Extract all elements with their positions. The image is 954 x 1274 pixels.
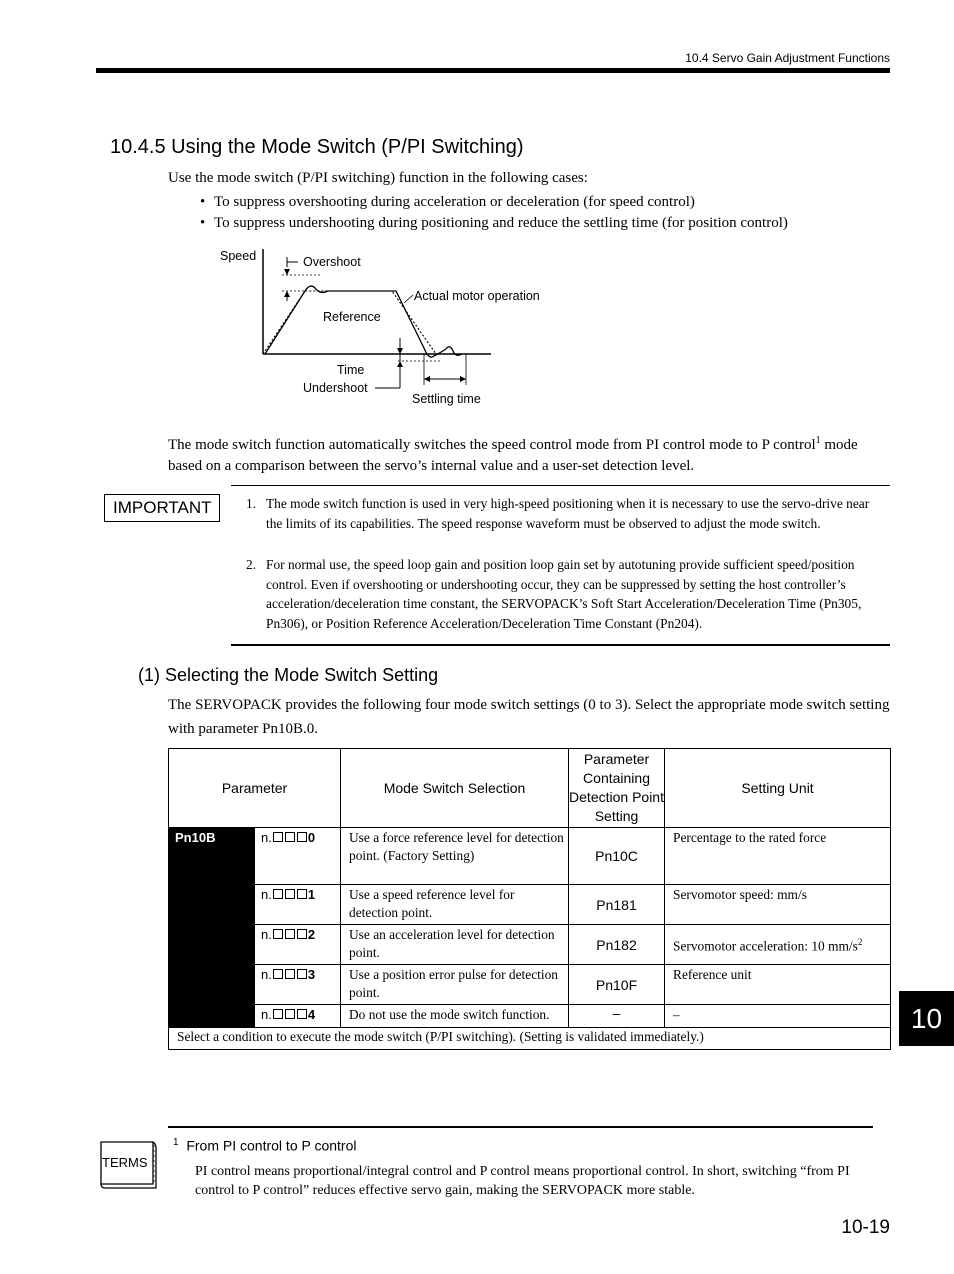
table-header-row — [169, 749, 891, 828]
point-cell: Pn10F — [569, 965, 665, 1005]
table-footer-note: Select a condition to execute the mode switch (P/PI switching). (Setting is validated immediately.) — [169, 1027, 891, 1049]
bullet-text: To suppress undershooting during positioning and reduce the settling time (for position control) — [214, 215, 788, 231]
item-text: The mode switch function is used in very high-speed positioning when it is necessary to use the servo-drive near the limits of its capabilities. The speed response waveform must be observed to adjust the mode switch. — [266, 496, 870, 531]
footnote-ref: 1 — [815, 435, 821, 446]
point-cell: – — [569, 1005, 665, 1028]
code-cell: n. 0 — [255, 828, 341, 885]
speed-waveform-diagram — [210, 243, 560, 413]
point-cell: Pn10C — [569, 828, 665, 885]
intro-text: Use the mode switch (P/PI switching) function in the following cases: — [168, 170, 588, 186]
header-setting-unit: Setting Unit — [665, 749, 891, 828]
section-title: 10.4.5 Using the Mode Switch (P/PI Switching) — [110, 136, 524, 158]
header-rule — [96, 68, 890, 73]
unit-cell: Servomotor speed: mm/s — [665, 885, 891, 925]
code-cell: n. 4 — [255, 1005, 341, 1028]
bullet-item: • To suppress overshooting during acceleration or deceleration (for speed control) — [200, 194, 695, 210]
table-row — [169, 1005, 891, 1028]
unit-cell: Servomotor acceleration: 10 $mm/s^2$ — [665, 925, 891, 965]
table-row — [169, 828, 891, 885]
important-item — [246, 494, 876, 533]
time-axis-label: Time — [337, 363, 365, 377]
settling-time-label: Settling time — [412, 392, 481, 406]
terms-label: TERMS — [102, 1155, 148, 1170]
item-number: 2. — [246, 557, 257, 572]
selection-cell: Use an acceleration level for detection point. — [341, 925, 569, 965]
mode-switch-description — [168, 430, 888, 477]
point-cell: Pn182 — [569, 925, 665, 965]
page-number: 10-19 — [841, 1217, 890, 1238]
table-row — [169, 885, 891, 925]
point-cell: Pn181 — [569, 885, 665, 925]
unit-cell: – — [665, 1005, 891, 1028]
unit-cell: Percentage to the rated force — [665, 828, 891, 885]
important-item — [246, 555, 876, 633]
selection-cell: Use a speed reference level for detection point. — [341, 885, 569, 925]
code-cell: n. 2 — [255, 925, 341, 965]
chapter-tab: 10 — [899, 991, 954, 1046]
code-cell: n. 1 — [255, 885, 341, 925]
terms-book-icon — [98, 1138, 160, 1192]
important-top-rule — [231, 485, 890, 486]
overshoot-label: Overshoot — [303, 255, 361, 269]
table-row — [169, 965, 891, 1005]
paragraph-part1: The mode switch function automatically switches the speed control mode from PI control mode to P control — [168, 437, 816, 453]
item-number: 1. — [246, 496, 257, 511]
footnote-title: $^1$ From PI control to P control — [173, 1137, 357, 1154]
important-bottom-rule — [231, 644, 890, 646]
unit-cell: Reference unit — [665, 965, 891, 1005]
bullet-item: • To suppress undershooting during positioning and reduce the settling time (for position control) — [200, 215, 788, 231]
important-label: IMPORTANT — [104, 494, 220, 522]
subsection-title: (1) Selecting the Mode Switch Setting — [138, 665, 439, 685]
footnote-text: PI control means proportional/integral control and P control means proportional control. In short, switching “from PI control to P control” reduces effective servo gain, making the SERVOPACK more stable. — [195, 1164, 850, 1198]
bullet-text: To suppress overshooting during acceleration or deceleration (for speed control) — [214, 194, 695, 210]
code-cell: n. 3 — [255, 965, 341, 1005]
parameter-cell: Pn10B — [169, 828, 255, 1028]
header-mode-switch: Mode Switch Selection — [341, 749, 569, 828]
selection-cell: Use a position error pulse for detection point. — [341, 965, 569, 1005]
subsection-text: The SERVOPACK provides the following four mode switch settings (0 to 3). Select the appropriate mode switch setting with parameter Pn10B.0. — [168, 697, 890, 737]
header-detection-point: Parameter Containing Detection Point Setting — [569, 749, 665, 828]
mode-switch-table — [168, 748, 891, 1050]
footnote-rule — [168, 1126, 873, 1128]
speed-axis-label: Speed — [220, 249, 257, 263]
table-row — [169, 925, 891, 965]
paragraph-part2: mode based on a comparison between the servo’s internal value and a user-set detection level. — [168, 437, 858, 474]
running-header: 10.4 Servo Gain Adjustment Functions — [685, 51, 890, 65]
header-parameter: Parameter — [169, 749, 341, 828]
table-footer-row — [169, 1027, 891, 1049]
selection-cell: Use a force reference level for detection point. (Factory Setting) — [341, 828, 569, 885]
item-text: For normal use, the speed loop gain and position loop gain set by autotuning provide sufficient speed/position control. Even if overshooting or undershooting occur, they can be suppressed by setting the host controller’s acceleration/deceleration time constant, the SERVOPACK’s Soft Start Acceleration/Deceleration Time (Pn305, Pn306), or Position Reference Acceleration/Deceleration Time Constant (Pn204). — [266, 557, 862, 631]
undershoot-label: Undershoot — [303, 381, 368, 395]
reference-label: Reference — [323, 310, 381, 324]
actual-motor-label: Actual motor operation — [414, 289, 540, 303]
selection-cell: Do not use the mode switch function. — [341, 1005, 569, 1028]
